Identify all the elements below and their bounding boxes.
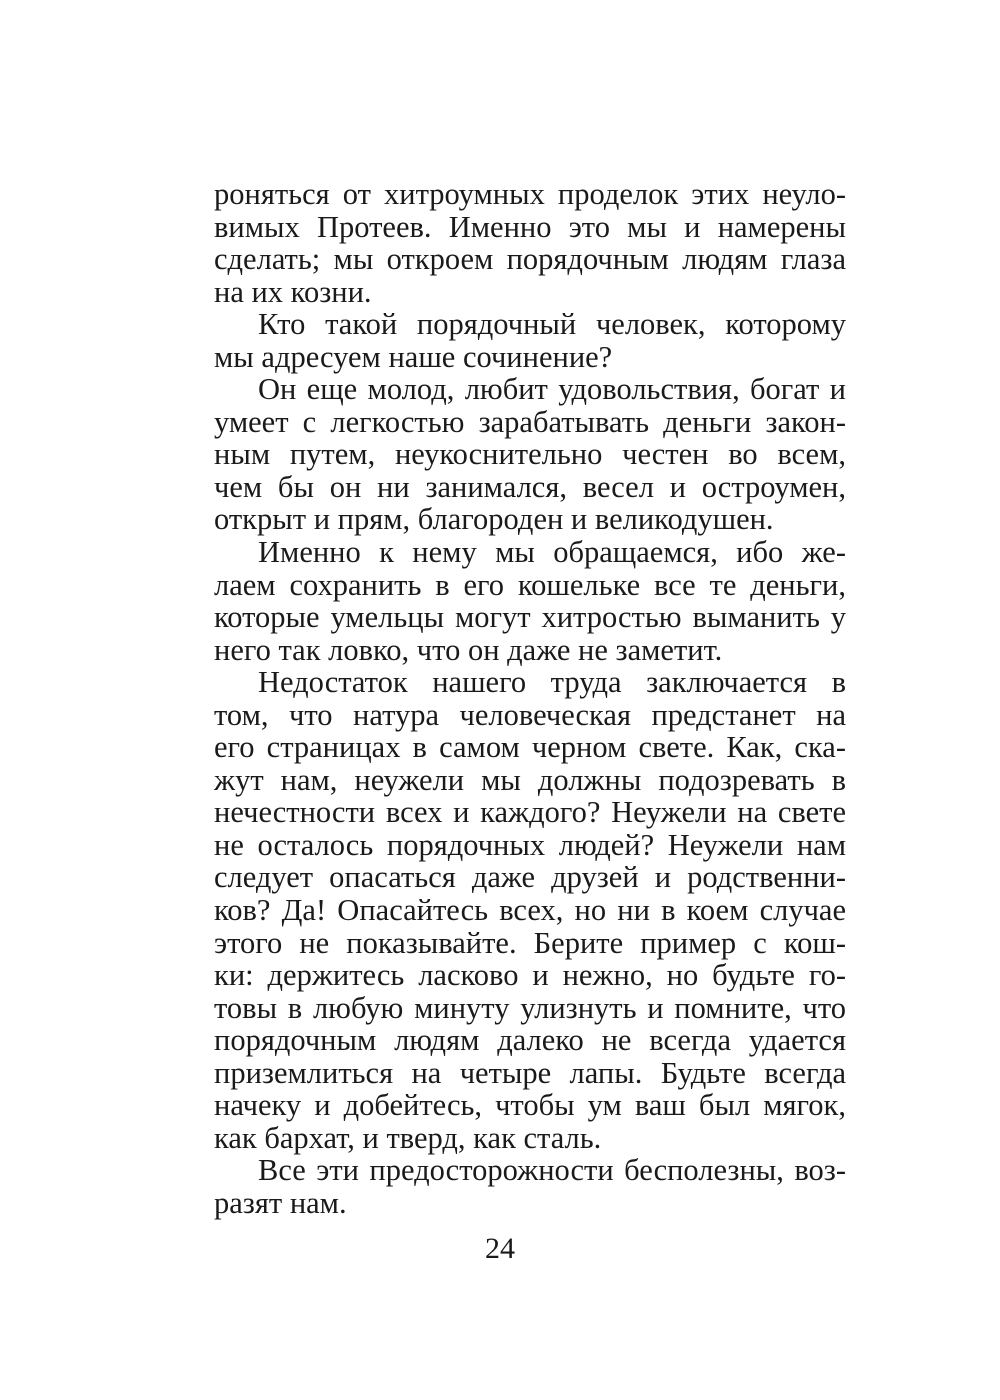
text-line: следует опасаться даже друзей и родственни-	[214, 860, 846, 895]
text-line: чем бы он ни занимался, весел и остроумен,	[214, 469, 846, 504]
text-line: том, что натура человеческая предстанет на	[214, 697, 846, 732]
text-line: ки: держитесь ласково и нежно, но будьте го-	[214, 958, 846, 993]
text-line: Кто такой порядочный человек, которому	[258, 307, 846, 342]
text-line: на их козни.	[214, 274, 372, 309]
text-line: приземлиться на четыре лапы. Будьте всегда	[214, 1055, 846, 1090]
text-line: Он еще молод, любит удовольствия, богат и	[258, 372, 846, 407]
paragraph-4	[214, 536, 846, 666]
paragraph-3	[214, 373, 846, 536]
text-line: нечестности всех и каждого? Неужели на свете	[214, 795, 846, 830]
paragraph-1	[214, 178, 846, 308]
text-line: открыт и прям, благороден и великодушен.	[214, 502, 774, 537]
text-line: Именно к нему мы обращаемся, ибо же-	[258, 535, 846, 570]
page-number: 24	[485, 1232, 515, 1265]
text-line: вимых Протеев. Именно это мы и намерены	[214, 209, 846, 244]
text-line: которые умельцы могут хитростью выманить у	[214, 600, 846, 635]
paragraph-2	[214, 308, 846, 373]
text-line: порядочным людям далеко не всегда удается	[214, 1023, 846, 1058]
text-line: ным путем, неукоснительно честен во всем,	[214, 437, 846, 472]
paragraph-5	[214, 666, 846, 1154]
text-line: его страницах в самом черном свете. Как, ска-	[214, 730, 846, 765]
text-line: него так ловко, что он даже не заметит.	[214, 632, 723, 667]
text-line: товы в любую минуту улизнуть и помните, что	[214, 990, 846, 1025]
text-line: как бархат, и тверд, как сталь.	[214, 1120, 602, 1155]
text-line: лаем сохранить в его кошельке все те деньги,	[214, 567, 846, 602]
text-line: Все эти предосторожности бесполезны, воз-	[258, 1153, 846, 1188]
text-line: жут нам, неужели мы должны подозревать в	[214, 762, 846, 797]
text-line: мы адресуем наше сочинение?	[214, 339, 613, 374]
body-text	[214, 178, 846, 1220]
text-line: умеет с легкостью зарабатывать деньги закон-	[214, 404, 846, 439]
text-line: не осталось порядочных людей? Неужели нам	[214, 827, 846, 862]
text-line: Недостаток нашего труда заключается в	[258, 665, 846, 700]
text-line: начеку и добейтесь, чтобы ум ваш был мягок,	[214, 1088, 846, 1123]
text-line: ков? Да! Опасайтесь всех, но ни в коем случае	[214, 893, 846, 928]
text-line: сделать; мы откроем порядочным людям глаза	[214, 242, 846, 277]
text-line: разят нам.	[214, 1185, 347, 1220]
paragraph-6	[214, 1154, 846, 1219]
text-line: этого не показывайте. Берите пример с кош-	[214, 925, 846, 960]
text-line: роняться от хитроумных проделок этих неуло-	[214, 177, 846, 211]
